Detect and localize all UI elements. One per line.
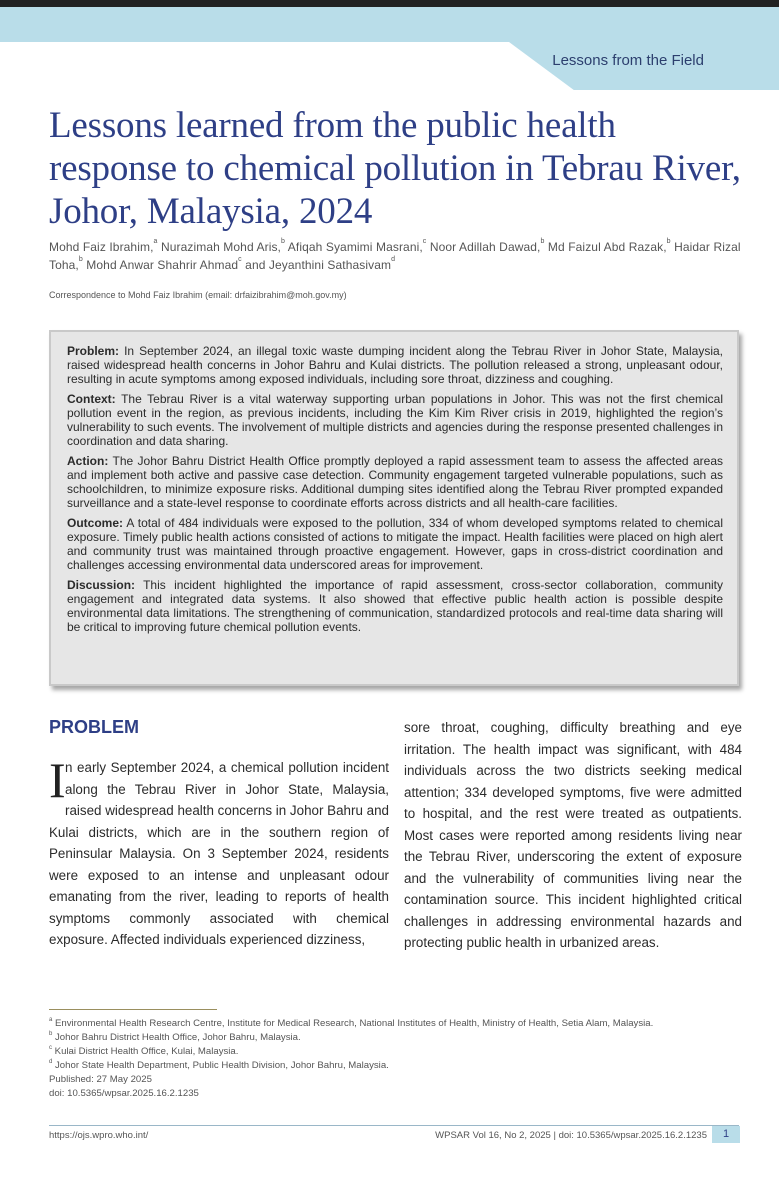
section-heading-problem: PROBLEM <box>49 717 139 737</box>
published-date: Published: 27 May 2025 <box>49 1074 152 1085</box>
author: Afiqah Syamimi Masrani,$^c$ <box>287 238 427 254</box>
footer-divider <box>49 1125 739 1126</box>
abstract-action: Action: The Johor Bahru District Health Office promptly deployed a rapid assessment team to assess the affected areas and implement both active and passive case detection. Community engagement targeted vulnerable populations, such as schoolchildren, to minimize exposure risks. Additional dumping sites identified along the Tebrau River prompted expanded surveillance and a state-level response to coordinate efforts across districts and all health-care facilities. <box>67 454 723 510</box>
footer-url-link[interactable]: https://ojs.wpro.who.int/ <box>49 1130 149 1141</box>
author: Haidar Rizal Toha,$^b$ <box>49 240 741 272</box>
article-title: Lessons learned from the public health response to chemical pollution in Tebrau River, Johor, Malaysia, 2024 <box>49 105 741 232</box>
abstract-box <box>49 330 739 686</box>
author: and Jeyanthini Sathasivam$^d$ <box>245 256 396 272</box>
footnote-item: $^b$ Johor Bahru District Health Office, Johor Bahru, Malaysia. <box>49 1031 301 1043</box>
body-column-right: sore throat, coughing, difficulty breathing and eye irritation. The health impact was significant, with 484 individuals across the two districts seeking medical attention; 334 developed symptoms, five were admitted to hospital, and the rest were treated as outpatients. Most cases were reported among residents living near the Tebrau River, underscoring the extent of exposure and the vulnerability of communities living near the contamination source. This incident highlighted critical challenges in addressing environmental hazards and protecting public health in urbanized areas. <box>404 720 742 950</box>
body-column-left <box>49 752 389 951</box>
footnote-item: $^a$ Environmental Health Research Centre, Institute for Medical Research, National Institutes of Health, Ministry of Health, Setia Alam, Malaysia. <box>49 1017 654 1029</box>
top-dark-strip <box>0 0 779 7</box>
footnote-item: $^c$ Kulai District Health Office, Kulai, Malaysia. <box>49 1045 239 1057</box>
page-number: 1 <box>712 1126 740 1143</box>
footnotes <box>49 1017 749 1101</box>
footnote-divider <box>49 1009 217 1010</box>
author-list <box>49 238 754 274</box>
abstract-context: Context: The Tebrau River is a vital waterway supporting urban populations in Johor. This was not the first chemical pollution event in the region, as previous incidents, including the Kim Kim River crisis in 2019, highlighted the region’s vulnerability to such events. The involvement of multiple districts and agencies during the response presented challenges in coordination and data sharing. <box>67 392 723 448</box>
abstract-outcome: Outcome: A total of 484 individuals were exposed to the pollution, 334 of whom developed symptoms related to chemical exposure. Timely public health actions consisted of actions to mitigate the impact. Health facilities were placed on high alert and community trust was maintained through proactive engagement. However, gaps in cross-district coordination and challenges accessing environmental data underscored areas for improvement. <box>67 516 723 572</box>
author: Nurazimah Mohd Aris,$^b$ <box>160 238 285 254</box>
abstract-discussion: Discussion: This incident highlighted the importance of rapid assessment, cross-sector collaboration, community engagement and integrated data systems. It also showed that effective public health action is possible despite environmental data limitations. The strengthening of communication, standardized protocols and real-time data sharing will be critical to improving future chemical pollution events. <box>67 578 723 634</box>
footnote-item: $^d$ Johor State Health Department, Public Health Division, Johor Bahru, Malaysia. <box>49 1059 389 1071</box>
author: Mohd Anwar Shahrir Ahmad$^c$ <box>86 256 242 272</box>
drop-cap: I <box>49 752 66 808</box>
author: Noor Adillah Dawad,$^b$ <box>429 238 545 254</box>
abstract-problem: Problem: In September 2024, an illegal toxic waste dumping incident along the Tebrau River in Johor State, Malaysia, raised widespread health concerns in Johor Bahru and Kulai districts. The pollution released a strong, unpleasant odour, resulting in acute symptoms among exposed individuals, including sore throat, dizziness and coughing. <box>67 344 723 386</box>
doi-line: doi: 10.5365/wpsar.2025.16.2.1235 <box>49 1088 199 1099</box>
correspondence-line: Correspondence to Mohd Faiz Ibrahim (email: drfaizibrahim@moh.gov.my) <box>49 290 347 300</box>
author: Md Faizul Abd Razak,$^b$ <box>547 238 671 254</box>
body-text-left: n early September 2024, a chemical pollution incident along the Tebrau River in Johor State, Malaysia, raised widespread health concerns in Johor Bahru and Kulai districts, which are in the southern region of Peninsular Malaysia. On 3 September 2024, residents were exposed to an intense and unpleasant odour emanating from the river, leading to reports of health symptoms commonly associated with chemical exposure. Affected individuals experienced dizziness, <box>49 760 389 947</box>
footer-citation: WPSAR Vol 16, No 2, 2025 | doi: 10.5365/wpsar.2025.16.2.1235 <box>435 1130 707 1141</box>
header-band <box>0 7 779 42</box>
author: Mohd Faiz Ibrahim,$^a$ <box>49 238 158 254</box>
section-label: Lessons from the Field <box>552 52 704 69</box>
